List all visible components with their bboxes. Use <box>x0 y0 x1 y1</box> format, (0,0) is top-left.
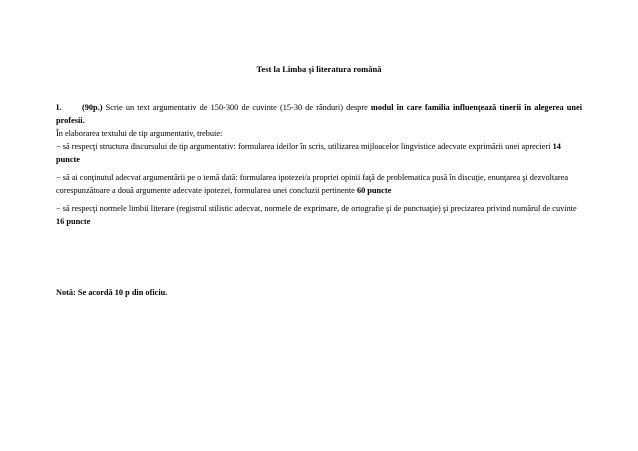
criterion-points: 16 puncte <box>56 217 91 226</box>
grading-note: Notă: Se acordă 10 p din oficiu. <box>56 288 168 297</box>
task-text: Scrie un text argumentativ de 150-300 de cuvinte (15-30 de rânduri) despre <box>105 103 368 112</box>
criterion-points: 14 puncte <box>56 142 561 164</box>
task-statement <box>56 101 582 127</box>
criterion-content <box>56 171 582 197</box>
task-topic: modul în care familia influenţează tinerii în alegerea unei profesii. <box>56 103 582 125</box>
criterion-structure <box>56 140 582 166</box>
criterion-text: − să respecţi structura discursului de tip argumentativ: formularea ideilor în scris, utilizarea mijloacelor lingvistice adecvate exprimării unei aprecieri <box>56 142 551 151</box>
document-content <box>56 101 582 228</box>
task-number: I. <box>56 103 62 112</box>
task-points: (90p.) <box>82 103 103 112</box>
criterion-text: − să ai conţinutul adecvat argumentării pe o temă dată: formularea ipotezei/a propriei opinii faţă de problematica pusă în discuţie, enunţarea şi dezvoltarea corespunzătoare a două argumente adecvate ipotezei, formularea unei concluzii pertinente <box>56 173 569 195</box>
criteria-intro: În elaborarea textului de tip argumentativ, trebuie: <box>56 129 223 138</box>
criterion-norms <box>56 202 582 228</box>
document-title: Test la Limba şi literatura română <box>256 64 382 74</box>
criterion-text: − să respecţi normele limbii literare (registrul stilistic adecvat, normele de exprimare, de ortografie şi de punctuaţie) şi precizarea privind numărul de cuvinte <box>56 204 577 213</box>
criterion-points: 60 puncte <box>356 186 392 195</box>
